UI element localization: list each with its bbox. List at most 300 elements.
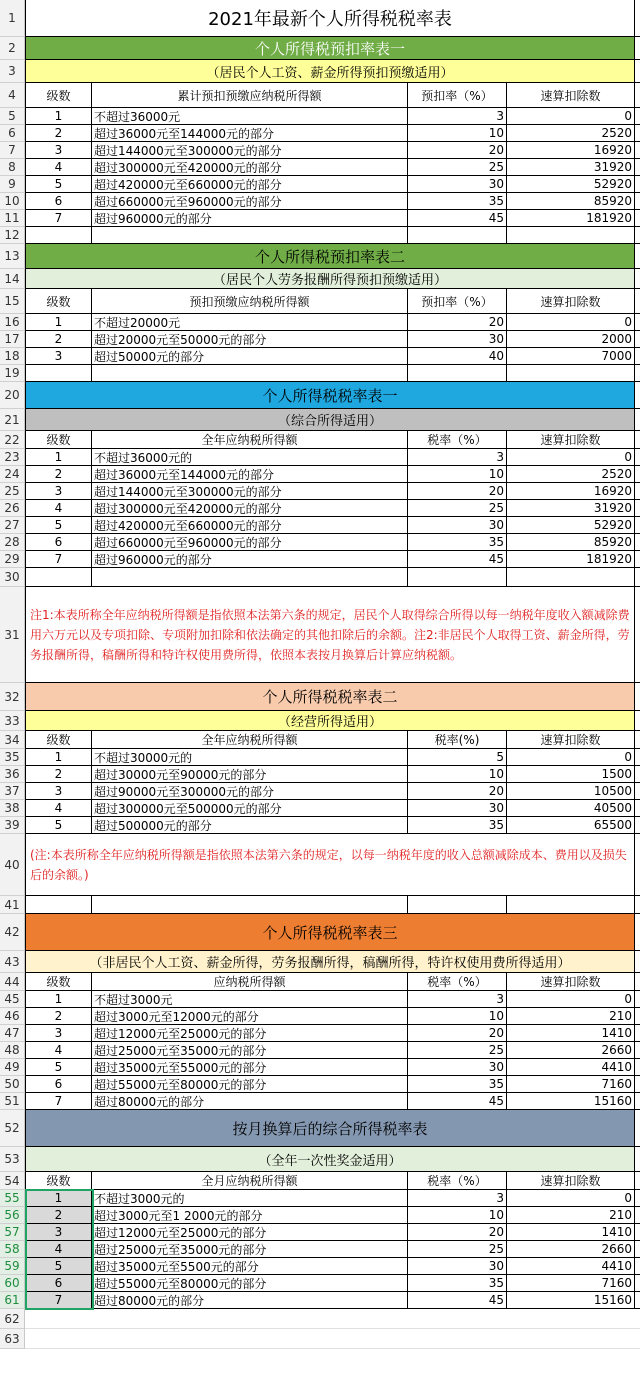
row-header[interactable]: 15 bbox=[0, 289, 25, 314]
row-header[interactable]: 35 bbox=[0, 749, 25, 766]
bracket-cell[interactable]: 超过960000元的部分 bbox=[92, 210, 408, 226]
bracket-cell[interactable]: 不超过36000元 bbox=[92, 108, 408, 124]
rate-cell[interactable]: 25 bbox=[408, 500, 507, 516]
row-header[interactable]: 9 bbox=[0, 176, 25, 193]
deduction-cell[interactable]: 85920 bbox=[507, 534, 635, 550]
rate-cell[interactable]: 10 bbox=[408, 125, 507, 141]
deduction-cell[interactable]: 16920 bbox=[507, 142, 635, 158]
level-cell[interactable]: 4 bbox=[25, 1042, 92, 1058]
empty-cell[interactable] bbox=[507, 896, 635, 913]
row-header[interactable]: 32 bbox=[0, 683, 25, 711]
row-header[interactable]: 28 bbox=[0, 534, 25, 551]
sheet-row bbox=[0, 517, 640, 534]
row-header[interactable]: 25 bbox=[0, 483, 25, 500]
header-level[interactable]: 级数 bbox=[25, 431, 92, 448]
empty-cell[interactable] bbox=[25, 568, 92, 586]
row-header[interactable]: 8 bbox=[0, 159, 25, 176]
row-header[interactable]: 31 bbox=[0, 587, 25, 683]
sheet-row bbox=[0, 1025, 640, 1042]
level-cell[interactable]: 6 bbox=[25, 193, 92, 209]
bracket-cell[interactable]: 超过25000元至35000元的部分 bbox=[92, 1241, 408, 1257]
row-header[interactable]: 42 bbox=[0, 914, 25, 951]
level-cell[interactable]: 1 bbox=[25, 108, 92, 124]
row-header[interactable]: 52 bbox=[0, 1110, 25, 1147]
deduction-cell[interactable]: 2520 bbox=[507, 466, 635, 482]
rate-cell[interactable]: 3 bbox=[408, 991, 507, 1007]
sheet-row bbox=[0, 227, 640, 244]
bracket-cell[interactable]: 超过55000元至80000元的部分 bbox=[92, 1275, 408, 1291]
sheet-row bbox=[0, 193, 640, 210]
sheet-row bbox=[0, 834, 640, 896]
bracket-cell[interactable]: 超过35000元至55000元的部分 bbox=[92, 1059, 408, 1075]
row-header[interactable]: 59 bbox=[0, 1258, 25, 1275]
row-header[interactable]: 62 bbox=[0, 1309, 25, 1329]
bracket-cell[interactable]: 超过80000元的部分 bbox=[92, 1292, 408, 1308]
deduction-cell[interactable]: 65500 bbox=[507, 817, 635, 833]
empty-cell[interactable] bbox=[408, 896, 507, 913]
sheet-row bbox=[0, 449, 640, 466]
empty-cell[interactable] bbox=[92, 227, 408, 243]
row-header[interactable]: 3 bbox=[0, 60, 25, 83]
row-header[interactable]: 36 bbox=[0, 766, 25, 783]
row-header[interactable]: 40 bbox=[0, 834, 25, 896]
level-cell[interactable]: 3 bbox=[25, 1025, 92, 1041]
level-cell[interactable]: 4 bbox=[25, 1241, 92, 1257]
rate-cell[interactable]: 35 bbox=[408, 193, 507, 209]
header-bracket[interactable]: 全月应纳税所得额 bbox=[92, 1172, 408, 1189]
deduction-cell[interactable]: 210 bbox=[507, 1008, 635, 1024]
level-cell[interactable]: 1 bbox=[25, 749, 92, 765]
sheet-row bbox=[0, 500, 640, 517]
sheet-row bbox=[0, 1147, 640, 1172]
sheet-row bbox=[0, 409, 640, 431]
deduction-cell[interactable]: 181920 bbox=[507, 210, 635, 226]
row-header[interactable]: 10 bbox=[0, 193, 25, 210]
deduction-cell[interactable]: 1410 bbox=[507, 1224, 635, 1240]
section-subtitle[interactable]: （非居民个人工资、薪金所得，劳务报酬所得，稿酬所得，特许权使用费所得适用） bbox=[25, 951, 635, 972]
sheet-row bbox=[0, 683, 640, 711]
rate-cell[interactable]: 10 bbox=[408, 466, 507, 482]
header-bracket[interactable]: 全年应纳税所得额 bbox=[92, 731, 408, 748]
row-header[interactable]: 30 bbox=[0, 568, 25, 587]
empty-cell[interactable] bbox=[507, 365, 635, 381]
section-title[interactable]: 个人所得税税率表三 bbox=[25, 914, 635, 950]
deduction-cell[interactable]: 7160 bbox=[507, 1275, 635, 1291]
sheet-row bbox=[0, 1329, 640, 1349]
section-subtitle[interactable]: （居民个人工资、薪金所得预扣预缴适用） bbox=[25, 60, 635, 82]
sheet-row bbox=[0, 1258, 640, 1275]
deduction-cell[interactable]: 0 bbox=[507, 991, 635, 1007]
level-cell[interactable]: 2 bbox=[25, 766, 92, 782]
section-title[interactable]: 个人所得税预扣率表二 bbox=[25, 244, 635, 268]
empty-cell[interactable] bbox=[92, 568, 408, 586]
level-cell[interactable]: 1 bbox=[25, 314, 92, 330]
row-header[interactable]: 27 bbox=[0, 517, 25, 534]
header-deduction[interactable]: 速算扣除数 bbox=[507, 431, 635, 448]
rate-cell[interactable]: 20 bbox=[408, 483, 507, 499]
level-cell[interactable]: 2 bbox=[25, 1008, 92, 1024]
bracket-cell[interactable]: 超过3000元至12000元的部分 bbox=[92, 1008, 408, 1024]
rate-cell[interactable]: 10 bbox=[408, 1207, 507, 1223]
deduction-cell[interactable]: 15160 bbox=[507, 1292, 635, 1308]
empty-cell[interactable] bbox=[507, 227, 635, 243]
sheet-row bbox=[0, 991, 640, 1008]
deduction-cell[interactable]: 7160 bbox=[507, 1076, 635, 1092]
rate-cell[interactable]: 20 bbox=[408, 783, 507, 799]
rate-cell[interactable]: 3 bbox=[408, 1190, 507, 1206]
sheet-row bbox=[0, 269, 640, 289]
bracket-cell[interactable]: 超过960000元的部分 bbox=[92, 551, 408, 567]
bracket-cell[interactable]: 超过500000元的部分 bbox=[92, 817, 408, 833]
deduction-cell[interactable]: 4410 bbox=[507, 1258, 635, 1274]
deduction-cell[interactable]: 31920 bbox=[507, 159, 635, 175]
rate-cell[interactable]: 3 bbox=[408, 108, 507, 124]
row-header[interactable]: 17 bbox=[0, 331, 25, 348]
bracket-cell[interactable]: 超过36000元至144000元的部分 bbox=[92, 466, 408, 482]
sheet-row bbox=[0, 800, 640, 817]
bracket-cell[interactable]: 超过300000元至500000元的部分 bbox=[92, 800, 408, 816]
row-header[interactable]: 5 bbox=[0, 108, 25, 125]
deduction-cell[interactable]: 31920 bbox=[507, 500, 635, 516]
level-cell[interactable]: 7 bbox=[25, 210, 92, 226]
row-header[interactable]: 23 bbox=[0, 449, 25, 466]
row-header[interactable]: 4 bbox=[0, 83, 25, 108]
deduction-cell[interactable]: 1500 bbox=[507, 766, 635, 782]
deduction-cell[interactable]: 2660 bbox=[507, 1042, 635, 1058]
header-rate[interactable]: 税率（%） bbox=[408, 431, 507, 448]
bracket-cell[interactable]: 超过80000元的部分 bbox=[92, 1093, 408, 1109]
sheet-row bbox=[0, 314, 640, 331]
header-level[interactable]: 级数 bbox=[25, 1172, 92, 1189]
row-header[interactable]: 54 bbox=[0, 1172, 25, 1190]
row-header[interactable]: 37 bbox=[0, 783, 25, 800]
level-cell[interactable]: 1 bbox=[25, 991, 92, 1007]
header-deduction[interactable]: 速算扣除数 bbox=[507, 973, 635, 990]
note-cell[interactable]: 注1:本表所称全年应纳税所得额是指依照本法第六条的规定，居民个人取得综合所得以每一纳税年度收入额减除费用六万元以及专项扣除、专项附加扣除和依法确定的其他扣除后的余额。注2:非居民个人取得工资、薪金所得，劳务报酬所得，稿酬所得和特许权使用费所得，依照本表按月换算后计算应纳税额。 bbox=[25, 587, 635, 682]
bracket-cell[interactable]: 不超过30000元的 bbox=[92, 749, 408, 765]
deduction-cell[interactable]: 0 bbox=[507, 314, 635, 330]
row-header[interactable]: 44 bbox=[0, 973, 25, 991]
sheet-row bbox=[0, 551, 640, 568]
deduction-cell[interactable]: 7000 bbox=[507, 348, 635, 364]
sheet-row bbox=[0, 1059, 640, 1076]
header-deduction[interactable]: 速算扣除数 bbox=[507, 731, 635, 748]
row-header[interactable]: 24 bbox=[0, 466, 25, 483]
rate-cell[interactable]: 35 bbox=[408, 1275, 507, 1291]
level-cell[interactable]: 2 bbox=[25, 1207, 92, 1223]
bracket-cell[interactable]: 超过12000元至25000元的部分 bbox=[92, 1224, 408, 1240]
level-cell[interactable]: 4 bbox=[25, 159, 92, 175]
row-header[interactable]: 21 bbox=[0, 409, 25, 431]
row-header[interactable]: 47 bbox=[0, 1025, 25, 1042]
sheet-row bbox=[0, 365, 640, 382]
rate-cell[interactable]: 20 bbox=[408, 1025, 507, 1041]
bracket-cell[interactable]: 超过90000元至300000元的部分 bbox=[92, 783, 408, 799]
bracket-cell[interactable]: 超过55000元至80000元的部分 bbox=[92, 1076, 408, 1092]
row-header[interactable]: 60 bbox=[0, 1275, 25, 1292]
deduction-cell[interactable]: 16920 bbox=[507, 483, 635, 499]
header-bracket[interactable]: 应纳税所得额 bbox=[92, 973, 408, 990]
header-deduction[interactable]: 速算扣除数 bbox=[507, 1172, 635, 1189]
row-header[interactable]: 45 bbox=[0, 991, 25, 1008]
empty-cell[interactable] bbox=[507, 568, 635, 586]
section-title[interactable]: 个人所得税税率表一 bbox=[25, 382, 635, 408]
sheet-row bbox=[0, 382, 640, 409]
deduction-cell[interactable]: 2520 bbox=[507, 125, 635, 141]
sheet-row bbox=[0, 1008, 640, 1025]
bracket-cell[interactable]: 超过144000元至300000元的部分 bbox=[92, 142, 408, 158]
rate-cell[interactable]: 40 bbox=[408, 348, 507, 364]
sheet-row bbox=[0, 176, 640, 193]
row-header[interactable]: 49 bbox=[0, 1059, 25, 1076]
rate-cell[interactable]: 30 bbox=[408, 176, 507, 192]
sheet-row bbox=[0, 0, 640, 37]
row-header[interactable]: 14 bbox=[0, 269, 25, 289]
level-cell[interactable]: 2 bbox=[25, 331, 92, 347]
bracket-cell[interactable]: 超过20000元至50000元的部分 bbox=[92, 331, 408, 347]
bracket-cell[interactable]: 超过3000元至1 2000元的部分 bbox=[92, 1207, 408, 1223]
row-header[interactable]: 63 bbox=[0, 1329, 25, 1349]
level-cell[interactable]: 4 bbox=[25, 800, 92, 816]
header-rate[interactable]: 税率(%) bbox=[408, 731, 507, 748]
header-level[interactable]: 级数 bbox=[25, 83, 92, 107]
deduction-cell[interactable]: 15160 bbox=[507, 1093, 635, 1109]
sheet-row bbox=[0, 568, 640, 587]
deduction-cell[interactable]: 1410 bbox=[507, 1025, 635, 1041]
bracket-cell[interactable]: 超过50000元的部分 bbox=[92, 348, 408, 364]
deduction-cell[interactable]: 0 bbox=[507, 108, 635, 124]
bracket-cell[interactable]: 超过25000元至35000元的部分 bbox=[92, 1042, 408, 1058]
row-header[interactable]: 13 bbox=[0, 244, 25, 269]
level-cell[interactable]: 6 bbox=[25, 1076, 92, 1092]
sheet-row bbox=[0, 1292, 640, 1309]
deduction-cell[interactable]: 181920 bbox=[507, 551, 635, 567]
deduction-cell[interactable]: 2000 bbox=[507, 331, 635, 347]
deduction-cell[interactable]: 52920 bbox=[507, 176, 635, 192]
empty-cell[interactable] bbox=[408, 568, 507, 586]
level-cell[interactable]: 6 bbox=[25, 1275, 92, 1291]
header-level[interactable]: 级数 bbox=[25, 731, 92, 748]
rate-cell[interactable]: 35 bbox=[408, 1076, 507, 1092]
row-header[interactable]: 2 bbox=[0, 37, 25, 60]
row-header[interactable]: 33 bbox=[0, 711, 25, 731]
bracket-cell[interactable]: 超过420000元至660000元的部分 bbox=[92, 176, 408, 192]
row-header[interactable]: 53 bbox=[0, 1147, 25, 1172]
bracket-cell[interactable]: 超过36000元至144000元的部分 bbox=[92, 125, 408, 141]
sheet-row bbox=[0, 896, 640, 914]
level-cell[interactable]: 2 bbox=[25, 466, 92, 482]
bracket-cell[interactable]: 超过35000元至5500元的部分 bbox=[92, 1258, 408, 1274]
sheet-row bbox=[0, 1076, 640, 1093]
header-rate[interactable]: 预扣率（%） bbox=[408, 83, 507, 107]
bracket-cell[interactable]: 不超过36000元的 bbox=[92, 449, 408, 465]
level-cell[interactable]: 5 bbox=[25, 517, 92, 533]
sheet-row bbox=[0, 108, 640, 125]
row-header[interactable]: 19 bbox=[0, 365, 25, 382]
bracket-cell[interactable]: 不超过20000元 bbox=[92, 314, 408, 330]
section-subtitle[interactable]: （综合所得适用） bbox=[25, 409, 635, 430]
level-cell[interactable]: 5 bbox=[25, 1059, 92, 1075]
bracket-cell[interactable]: 超过660000元至960000元的部分 bbox=[92, 534, 408, 550]
row-header[interactable]: 34 bbox=[0, 731, 25, 749]
deduction-cell[interactable]: 10500 bbox=[507, 783, 635, 799]
rate-cell[interactable]: 10 bbox=[408, 1008, 507, 1024]
empty-cell[interactable] bbox=[92, 365, 408, 381]
header-level[interactable]: 级数 bbox=[25, 289, 92, 313]
level-cell[interactable]: 6 bbox=[25, 534, 92, 550]
header-rate[interactable]: 税率（%） bbox=[408, 1172, 507, 1189]
header-rate[interactable]: 预扣率（%） bbox=[408, 289, 507, 313]
sheet-row bbox=[0, 1309, 640, 1329]
row-header[interactable]: 58 bbox=[0, 1241, 25, 1258]
sheet-row bbox=[0, 749, 640, 766]
header-bracket[interactable]: 全年应纳税所得额 bbox=[92, 431, 408, 448]
level-cell[interactable]: 5 bbox=[25, 817, 92, 833]
deduction-cell[interactable]: 0 bbox=[507, 1190, 635, 1206]
row-header[interactable]: 38 bbox=[0, 800, 25, 817]
row-header[interactable]: 18 bbox=[0, 348, 25, 365]
empty-cell[interactable] bbox=[92, 896, 408, 913]
rate-cell[interactable]: 25 bbox=[408, 1241, 507, 1257]
row-header[interactable]: 16 bbox=[0, 314, 25, 331]
rate-cell[interactable]: 10 bbox=[408, 766, 507, 782]
rate-cell[interactable]: 20 bbox=[408, 142, 507, 158]
bracket-cell[interactable]: 超过660000元至960000元的部分 bbox=[92, 193, 408, 209]
rate-cell[interactable]: 30 bbox=[408, 1258, 507, 1274]
row-header[interactable]: 26 bbox=[0, 500, 25, 517]
row-header[interactable]: 48 bbox=[0, 1042, 25, 1059]
note-cell[interactable]: (注:本表所称全年应纳税所得额是指依照本法第六条的规定，以每一纳税年度的收入总额减除成本、费用以及损失后的余额。) bbox=[25, 834, 635, 895]
section-title[interactable]: 个人所得税税率表二 bbox=[25, 683, 635, 710]
level-cell[interactable]: 7 bbox=[25, 551, 92, 567]
deduction-cell[interactable]: 85920 bbox=[507, 193, 635, 209]
level-cell[interactable]: 1 bbox=[25, 1190, 92, 1206]
rate-cell[interactable]: 20 bbox=[408, 314, 507, 330]
sheet-row bbox=[0, 159, 640, 176]
rate-cell[interactable]: 45 bbox=[408, 210, 507, 226]
rate-cell[interactable]: 25 bbox=[408, 1042, 507, 1058]
deduction-cell[interactable]: 0 bbox=[507, 749, 635, 765]
row-header[interactable]: 51 bbox=[0, 1093, 25, 1110]
rate-cell[interactable]: 20 bbox=[408, 1224, 507, 1240]
rate-cell[interactable]: 3 bbox=[408, 449, 507, 465]
row-header[interactable]: 6 bbox=[0, 125, 25, 142]
deduction-cell[interactable]: 2660 bbox=[507, 1241, 635, 1257]
rate-cell[interactable]: 30 bbox=[408, 800, 507, 816]
level-cell[interactable]: 7 bbox=[25, 1093, 92, 1109]
sheet-title[interactable]: 2021年最新个人所得税税率表 bbox=[25, 0, 635, 36]
row-header[interactable]: 55 bbox=[0, 1190, 25, 1207]
level-cell[interactable]: 5 bbox=[25, 176, 92, 192]
row-header[interactable]: 22 bbox=[0, 431, 25, 449]
deduction-cell[interactable]: 4410 bbox=[507, 1059, 635, 1075]
level-cell[interactable]: 3 bbox=[25, 348, 92, 364]
rate-cell[interactable]: 5 bbox=[408, 749, 507, 765]
level-cell[interactable]: 3 bbox=[25, 783, 92, 799]
rate-cell[interactable]: 45 bbox=[408, 1093, 507, 1109]
section-title[interactable]: 个人所得税预扣率表一 bbox=[25, 37, 635, 59]
bracket-cell[interactable]: 超过12000元至25000元的部分 bbox=[92, 1025, 408, 1041]
level-cell[interactable]: 4 bbox=[25, 500, 92, 516]
header-bracket[interactable]: 累计预扣预缴应纳税所得额 bbox=[92, 83, 408, 107]
row-header[interactable]: 46 bbox=[0, 1008, 25, 1025]
section-subtitle[interactable]: （经营所得适用） bbox=[25, 711, 635, 730]
sheet-row bbox=[0, 1207, 640, 1224]
header-rate[interactable]: 税率（%） bbox=[408, 973, 507, 990]
rate-cell[interactable]: 30 bbox=[408, 517, 507, 533]
deduction-cell[interactable]: 0 bbox=[507, 449, 635, 465]
header-bracket[interactable]: 预扣预缴应纳税所得额 bbox=[92, 289, 408, 313]
bracket-cell[interactable]: 超过420000元至660000元的部分 bbox=[92, 517, 408, 533]
sheet-row bbox=[0, 731, 640, 749]
deduction-cell[interactable]: 40500 bbox=[507, 800, 635, 816]
header-deduction[interactable]: 速算扣除数 bbox=[507, 83, 635, 107]
row-header[interactable]: 56 bbox=[0, 1207, 25, 1224]
level-cell[interactable]: 1 bbox=[25, 449, 92, 465]
rate-cell[interactable]: 30 bbox=[408, 1059, 507, 1075]
empty-cell[interactable] bbox=[408, 227, 507, 243]
level-cell[interactable]: 3 bbox=[25, 1224, 92, 1240]
empty-cell[interactable] bbox=[25, 896, 92, 913]
bracket-cell[interactable]: 不超过3000元的 bbox=[92, 1190, 408, 1206]
row-header[interactable]: 7 bbox=[0, 142, 25, 159]
section-subtitle[interactable]: （全年一次性奖金适用） bbox=[25, 1147, 635, 1171]
deduction-cell[interactable]: 210 bbox=[507, 1207, 635, 1223]
bracket-cell[interactable]: 超过144000元至300000元的部分 bbox=[92, 483, 408, 499]
row-header[interactable]: 20 bbox=[0, 382, 25, 409]
row-header[interactable]: 57 bbox=[0, 1224, 25, 1241]
level-cell[interactable]: 5 bbox=[25, 1258, 92, 1274]
bracket-cell[interactable]: 超过30000元至90000元的部分 bbox=[92, 766, 408, 782]
level-cell[interactable]: 2 bbox=[25, 125, 92, 141]
row-header[interactable]: 1 bbox=[0, 0, 25, 37]
section-title[interactable]: 按月换算后的综合所得税率表 bbox=[25, 1110, 635, 1146]
empty-cell[interactable] bbox=[25, 227, 92, 243]
bracket-cell[interactable]: 超过300000元至420000元的部分 bbox=[92, 500, 408, 516]
header-level[interactable]: 级数 bbox=[25, 973, 92, 990]
rate-cell[interactable]: 45 bbox=[408, 1292, 507, 1308]
rate-cell[interactable]: 25 bbox=[408, 159, 507, 175]
sheet-row bbox=[0, 951, 640, 973]
bracket-cell[interactable]: 不超过3000元 bbox=[92, 991, 408, 1007]
rate-cell[interactable]: 35 bbox=[408, 534, 507, 550]
row-header[interactable]: 39 bbox=[0, 817, 25, 834]
empty-cell[interactable] bbox=[408, 365, 507, 381]
level-cell[interactable]: 7 bbox=[25, 1292, 92, 1308]
section-subtitle[interactable]: （居民个人劳务报酬所得预扣预缴适用） bbox=[25, 269, 635, 288]
sheet-row bbox=[0, 348, 640, 365]
row-header[interactable]: 29 bbox=[0, 551, 25, 568]
rate-cell[interactable]: 35 bbox=[408, 817, 507, 833]
rate-cell[interactable]: 30 bbox=[408, 331, 507, 347]
sheet-row bbox=[0, 973, 640, 991]
empty-cell[interactable] bbox=[25, 365, 92, 381]
row-header[interactable]: 12 bbox=[0, 227, 25, 244]
level-cell[interactable]: 3 bbox=[25, 142, 92, 158]
header-deduction[interactable]: 速算扣除数 bbox=[507, 289, 635, 313]
row-header[interactable]: 61 bbox=[0, 1292, 25, 1309]
row-header[interactable]: 11 bbox=[0, 210, 25, 227]
row-header[interactable]: 43 bbox=[0, 951, 25, 973]
deduction-cell[interactable]: 52920 bbox=[507, 517, 635, 533]
row-header[interactable]: 50 bbox=[0, 1076, 25, 1093]
bracket-cell[interactable]: 超过300000元至420000元的部分 bbox=[92, 159, 408, 175]
rate-cell[interactable]: 45 bbox=[408, 551, 507, 567]
sheet-row bbox=[0, 1275, 640, 1292]
sheet-row bbox=[0, 1093, 640, 1110]
level-cell[interactable]: 3 bbox=[25, 483, 92, 499]
row-header[interactable]: 41 bbox=[0, 896, 25, 914]
